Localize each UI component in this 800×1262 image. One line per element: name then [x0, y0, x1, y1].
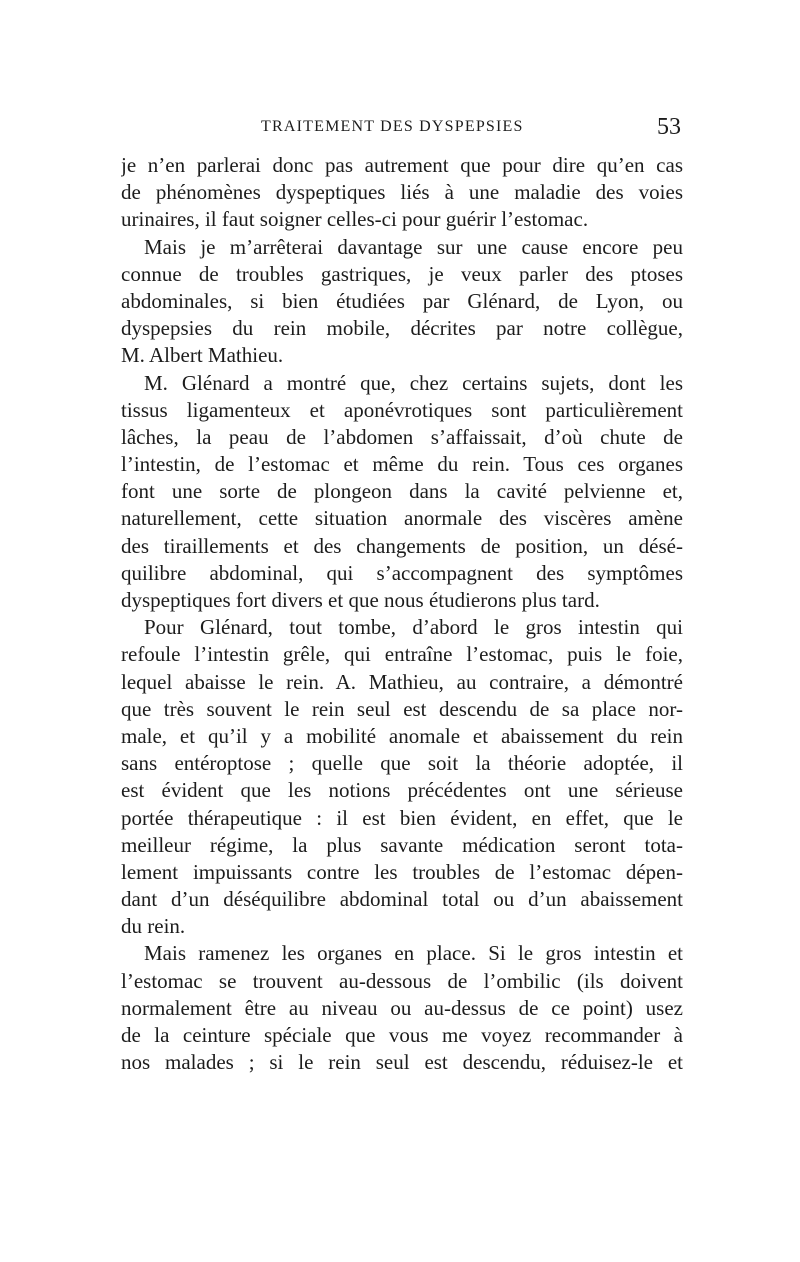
text-line: lequel abaisse le rein. A. Mathieu, au contraire, a démontré: [121, 669, 683, 694]
text-line: est évident que les notions précédentes ont une sérieuse: [121, 778, 683, 803]
text-line: dant d’un déséquilibre abdominal total ou d’un abaissement: [121, 887, 683, 912]
text-line: de la ceinture spéciale que vous me voyez recommander à: [121, 1023, 683, 1047]
text-line: Mais je m’arrêterai davantage sur une cause encore peu: [144, 234, 683, 259]
text-line: portée thérapeutique : il est bien évident, en effet, que le: [121, 805, 683, 830]
text-line: meilleur régime, la plus savante médication seront tota-: [121, 832, 683, 857]
text-line: de phénomènes dyspeptiques liés à une maladie des voies: [121, 180, 683, 205]
text-line: l’estomac se trouvent au-dessous de l’ombilic (ils doivent: [121, 968, 683, 993]
text-line: lement impuissants contre les troubles de l’estomac dépen-: [121, 859, 683, 884]
text-line: lâches, la peau de l’abdomen s’affaissait, d’où chute de: [121, 424, 683, 449]
text-line: Mais ramenez les organes en place. Si le gros intestin et: [144, 941, 683, 966]
text-line: Pour Glénard, tout tombe, d’abord le gros intestin qui: [144, 615, 683, 640]
text-line: normalement être au niveau ou au-dessus de ce point) usez: [121, 995, 683, 1020]
text-line: M. Albert Mathieu.: [121, 343, 284, 368]
text-line: je n’en parlerai donc pas autrement que pour dire qu’en cas: [121, 153, 683, 177]
text-line: refoule l’intestin grêle, qui entraîne l’estomac, puis le foie,: [121, 642, 683, 667]
text-line: du rein.: [121, 914, 186, 939]
text-line: tissus ligamenteux et aponévrotiques sont particulièrement: [121, 397, 683, 422]
text-line: nos malades ; si le rein seul est descendu, réduisez-le et: [121, 1050, 683, 1075]
text-line: l’intestin, de l’estomac et même du rein. Tous ces organes: [121, 452, 683, 477]
text-line: naturellement, cette situation anormale des viscères amène: [121, 506, 683, 531]
page-number: 53: [657, 114, 681, 140]
text-line: male, et qu’il y a mobilité anomale et abaissement du rein: [121, 723, 683, 748]
text-line: quilibre abdominal, qui s’accompagnent des symptômes: [121, 560, 683, 585]
text-line: M. Glénard a montré que, chez certains sujets, dont les: [144, 370, 683, 395]
text-line: abdominales, si bien étudiées par Glénard, de Lyon, ou: [121, 288, 683, 313]
text-line: font une sorte de plongeon dans la cavité pelvienne et,: [121, 479, 683, 504]
text-line: connue de troubles gastriques, je veux parler des ptoses: [121, 261, 683, 286]
running-title: TRAITEMENT DES DYSPEPSIES: [261, 118, 524, 135]
text-line: dyspepsies du rein mobile, décrites par notre collègue,: [121, 316, 683, 341]
text-line: que très souvent le rein seul est descendu de sa place nor-: [121, 696, 683, 721]
text-body: [121, 152, 683, 1076]
text-line: dyspeptiques fort divers et que nous étudierons plus tard.: [121, 588, 600, 612]
text-line: des tiraillements et des changements de position, un désé-: [121, 533, 683, 558]
text-line: sans entéroptose ; quelle que soit la théorie adoptée, il: [121, 751, 683, 776]
page-header: [121, 114, 683, 146]
text-line: urinaires, il faut soigner celles-ci pour guérir l’estomac.: [121, 207, 589, 232]
